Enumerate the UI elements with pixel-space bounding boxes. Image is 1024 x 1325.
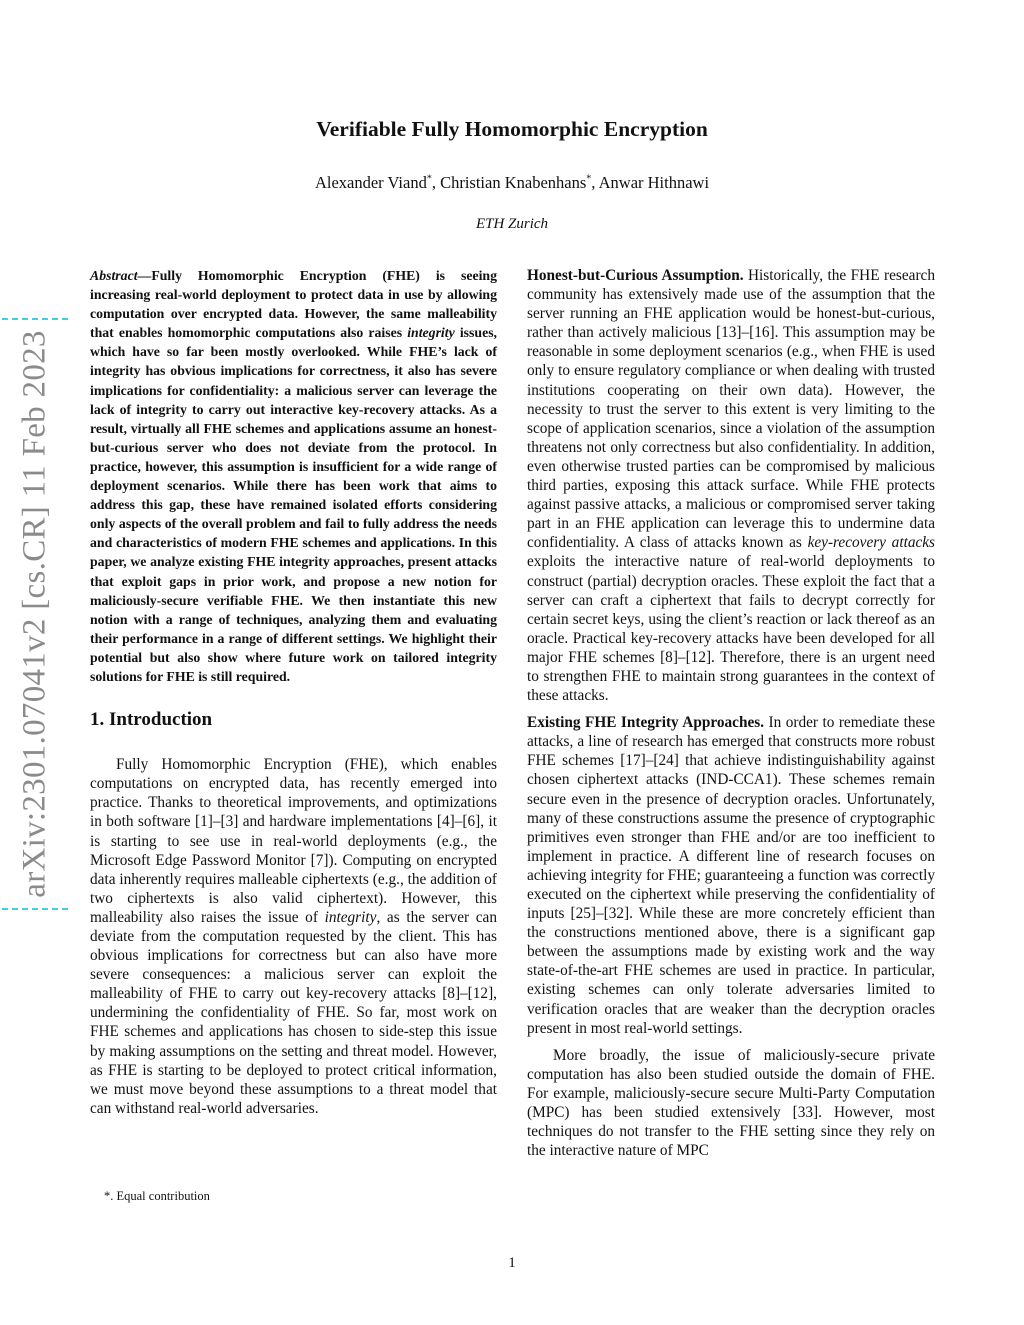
hbc-paragraph [527, 266, 935, 705]
mb-paragraph: More broadly, the issue of maliciously-secure private computation has also been studied outside the domain of FHE. For example, maliciously-secure secure Multi-Party Computation (MPC) has been studied extensively [33]. However, most techniques do not transfer to the FHE setting since they rely on the interactive nature of MPC [527, 1046, 935, 1160]
author-separator: , [591, 173, 599, 192]
body-text: , as the server can deviate from the computation requested by the client. This has obvious implications for correctness but can also have more severe consequences: a malicious server can exploit the malleability of FHE to carry out key-recovery attacks [8]–[12], undermining the confidentiality of FHE. So far, most work on FHE schemes and applications has chosen to side-step this issue by making assumptions on the setting and threat model. However, as FHE is starting to be deployed to protect critical information, we must move beyond these assumptions to a threat model that can withstand real-world adversaries. [90, 908, 497, 1117]
arxiv-stamp [2, 318, 68, 910]
section-heading: 1. Introduction [90, 709, 213, 731]
body-text: In order to remediate these attacks, a line of research has emerged that constructs more robust FHE schemes [17]–[24] that achieve indistinguishability against chosen ciphertext attacks ( [527, 714, 936, 789]
equal-contribution-mark: * [586, 173, 592, 185]
intro-paragraph [90, 755, 497, 1118]
abstract-text: Fully Homomorphic Encryption (FHE) is seeing increasing real-world deployment to protect data in use by allowing computation over encrypted data. However, the same malleability that enables homomorphic computations also raises [90, 268, 497, 341]
abstract-text: issues, which have so far been mostly overlooked. While FHE’s lack of integrity has obvious implications for correctness, it also has severe implications for confidentiality: a malicious server can leverage the lack of integrity to carry out interactive key-recovery attacks. As a result, virtually all FHE schemes and applications assume an honest-but-curious server who does not deviate from the protocol. In practice, however, this assumption is insufficient for a wide range of deployment scenarios. While there has been work that aims to address this gap, these have remained isolated efforts considering only aspects of the overall problem and fail to fully address the needs and characteristics of modern FHE schemes and applications. In this paper, we analyze existing FHE integrity approaches, present attacks that exploit gaps in prior work, and propose a new notion for maliciously-secure verifiable FHE. We then instantiate this new notion with a range of techniques, analyzing them and evaluating their performance in a range of different settings. We highlight their potential but also show where future work on tailored integrity solutions for FHE is still required. [90, 325, 498, 684]
body-text: Fully Homomorphic Encryption (FHE), which enables computations on encrypted data, has recently emerged into practice. Thanks to theoretical improvements, and optimizations in both software [1]–[3] and hardware implementations [4]–[6], it is starting to see use in real-world deployments (e.g., the Microsoft Edge Password Monitor [7]). Computing on encrypted data inherently requires malleable ciphertexts (e.g., the addition of two ciphertexts is also valid ciphertext). However, this malleability also raises the issue of [90, 756, 497, 926]
equal-contribution-mark: * [426, 173, 432, 185]
arxiv-stamp-text: arXiv:2301.07041v2 [cs.CR] 11 Feb 2023 [16, 330, 53, 898]
author-name: Alexander Viand [314, 173, 427, 192]
abstract [90, 266, 497, 686]
efia-paragraph [527, 713, 935, 1038]
abstract-dash: — [137, 268, 152, 283]
body-text: Historically, the FHE research community has extensively made use of the assumption that the server running an FHE application would be honest-but-curious, rather than actively malicious [13]–[16]. This assumption may be reasonable in some deployment scenarios (e.g., when FHE is used only to ensure regulatory compliance or when dealing with trusted institutions cooperating on their own data). However, the necessity to trust the server to this extent is very limiting to the scope of application scenarios, since a violation of the assumption threatens not only correctness but also confidentiality. In addition, even otherwise trusted parties can be compromised by malicious third parties, exposing this attack surface. While FHE protects against passive attacks, a malicious or compromised server taking part in an FHE application can leverage this to undermine data confidentiality. A class of attacks known as [527, 267, 935, 552]
right-column [527, 266, 935, 1160]
affiliation: ETH Zurich [475, 216, 549, 232]
page-number: 1 [508, 1255, 516, 1271]
paragraph-heading: Honest-but-Curious Assumption. [527, 267, 744, 284]
security-notion: IND-CCA1 [701, 771, 773, 789]
author-name: Christian Knabenhans [440, 173, 587, 192]
author-separator: , [431, 173, 441, 192]
author-list [0, 173, 1024, 193]
paragraph-heading: Existing FHE Integrity Approaches. [527, 714, 765, 732]
abstract-emphasis: integrity [407, 325, 455, 341]
emphasis: integrity [324, 908, 377, 926]
footnote: *. Equal contribution [104, 1189, 210, 1203]
body-text: exploits the interactive nature of real-world deployments to construct (partial) decryption oracles. These exploit the fact that a server can craft a ciphertext that fails to decrypt correctly for certain secret keys, using the client’s reaction or lack thereof as an oracle. Practical key-recovery attacks have been developed for all major FHE schemes [8]–[12]. Therefore, there is an urgent need to strengthen FHE to maintain strong guarantees in the context of these attacks. [527, 553, 935, 705]
body-text: ). These schemes remain secure even in the presence of decryption oracles. Unfortunately, many of these constructions assume the presence of cryptographic primitives even stronger than FHE and/or are too inefficient to implement in practice. A different line of research focuses on achieving integrity for FHE; guaranteeing a function was correctly executed on the ciphertext while preserving the confidentiality of inputs [25]–[32]. While these are more concretely efficient than the constructions mentioned above, there is a significant gap between the assumptions made by existing work and the way state-of-the-art FHE schemes are used in practice. In particular, existing schemes can only tolerate adversaries limited to verification oracles that are weaker than the decryption oracles present in most real-world settings. [527, 771, 935, 1037]
paper-title: Verifiable Fully Homomorphic Encryption [316, 117, 708, 141]
author-name: Anwar Hithnawi [598, 173, 710, 192]
emphasis: key-recovery attacks [807, 534, 935, 552]
left-column [90, 266, 497, 1118]
abstract-label: Abstract [90, 268, 138, 283]
